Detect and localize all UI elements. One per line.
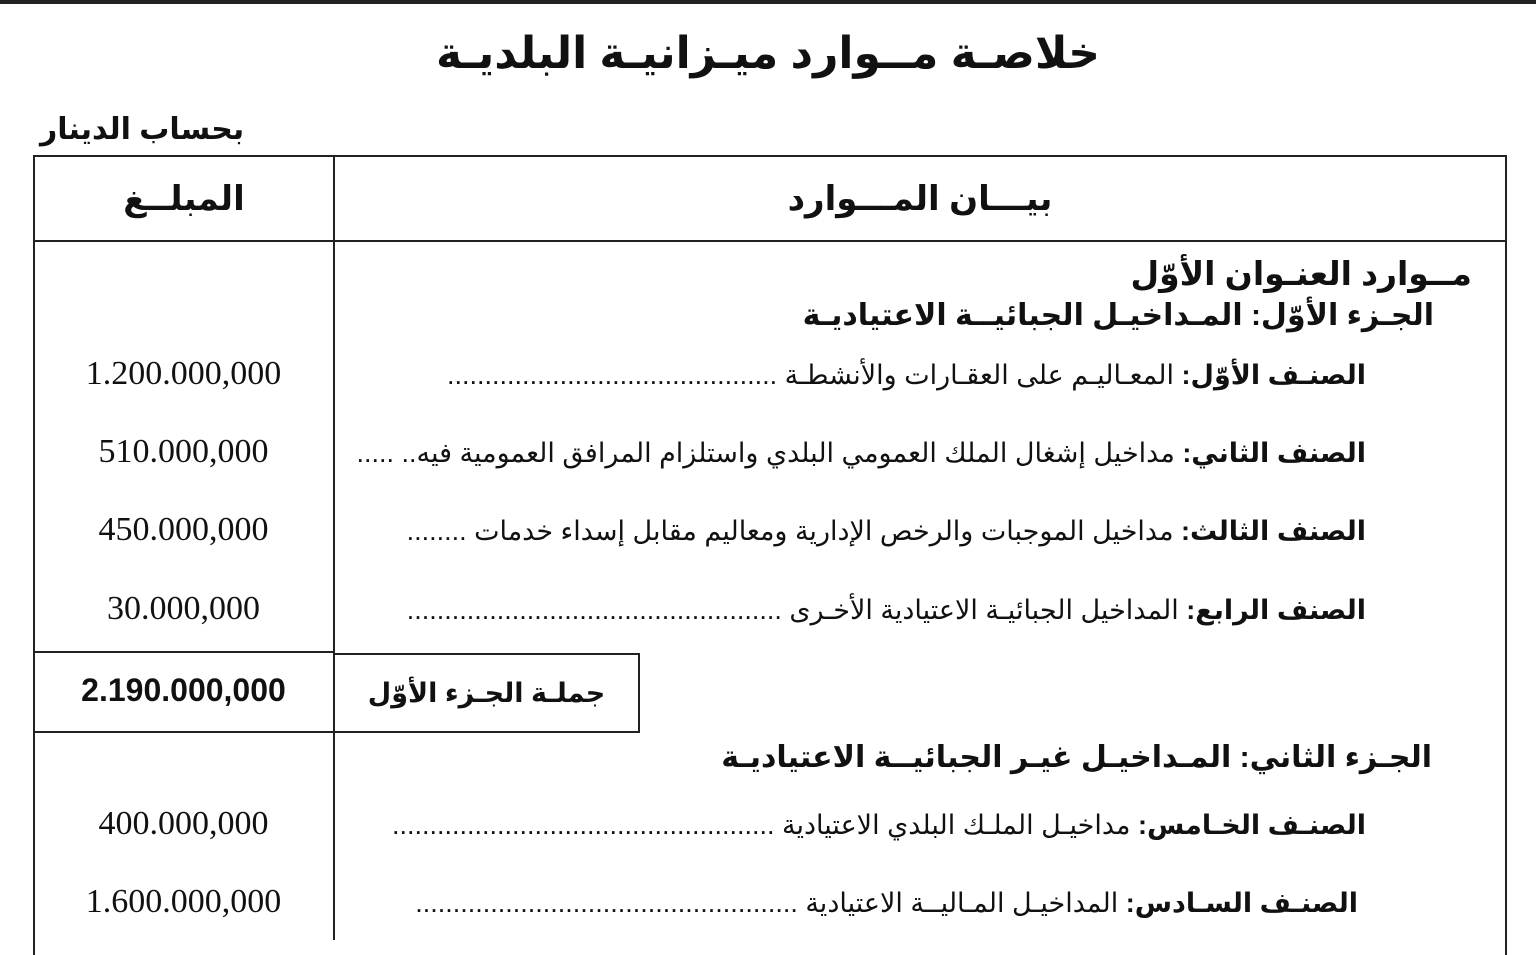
class-row-6: [415, 888, 1358, 919]
section-title: مــوارد العنـوان الأوّل: [1130, 255, 1472, 292]
amount-header: المبلــغ: [123, 180, 245, 218]
class-row-4-amount: 30.000,000: [107, 590, 260, 627]
part2-title: الجـزء الثاني: المـداخيـل غيـر الجبائيــة الاعتياديـة: [721, 741, 1432, 774]
column-divider: [333, 157, 335, 940]
class-row-text: مداخيل الموجبات والرخص الإدارية ومعاليم مقابل إسداء خدمات ........: [406, 516, 1174, 546]
class-row-label: الصنـف الأوّل:: [1181, 360, 1366, 390]
class-row-2: [356, 438, 1366, 469]
subtotal-bottom-line: [35, 731, 333, 733]
class-row-6-amount: 1.600.000,000: [85, 883, 282, 920]
currency-note: بحساب الدينار: [40, 113, 245, 146]
class-row-2-amount: 510.000,000: [98, 433, 269, 470]
class-row-label: الصنـف السـادس:: [1125, 888, 1358, 918]
class-row-label: الصنف الرابع:: [1186, 595, 1366, 625]
document-title: خلاصـة مــوارد ميـزانيـة البلديـة: [435, 29, 1101, 78]
class-row-3: [407, 516, 1366, 547]
class-row-text: مداخيـل الملـك البلدي الاعتيادية ...................................................: [391, 810, 1131, 840]
part1-subtotal-amount: 2.190.000,000: [81, 672, 286, 708]
class-row-label: الصنف الثالث:: [1181, 516, 1366, 546]
part1-title: الجـزء الأوّل: المـداخيـل الجبائيــة الاعتياديـة: [802, 299, 1434, 332]
class-row-label: الصنف الثاني:: [1182, 438, 1366, 468]
description-header: بيـــان المـــوارد: [787, 180, 1053, 218]
class-row-text: مداخيل إشغال الملك العمومي البلدي واستلزام المرافق العمومية فيه.. .....: [356, 438, 1175, 468]
top-rule: [0, 0, 1536, 4]
class-row-5: [392, 810, 1366, 841]
class-row-text: المعـاليـم على العقـارات والأنشطـة ............................................: [447, 360, 1175, 390]
class-row-1-amount: 1.200.000,000: [85, 355, 282, 392]
class-row-3-amount: 450.000,000: [98, 511, 269, 548]
class-row-label: الصنـف الخـامس:: [1138, 810, 1366, 840]
class-row-text: المداخيـل المـاليــة الاعتيادية ...................................................: [415, 888, 1119, 918]
class-row-4: [407, 595, 1366, 626]
subtotal-top-line: [35, 651, 333, 653]
class-row-text: المداخيل الجبائيـة الاعتيادية الأخـرى ..................................................: [406, 595, 1179, 625]
class-row-1: [447, 360, 1366, 391]
class-row-5-amount: 400.000,000: [98, 805, 269, 842]
part1-subtotal-label: جملـة الجـزء الأوّل: [333, 653, 640, 733]
